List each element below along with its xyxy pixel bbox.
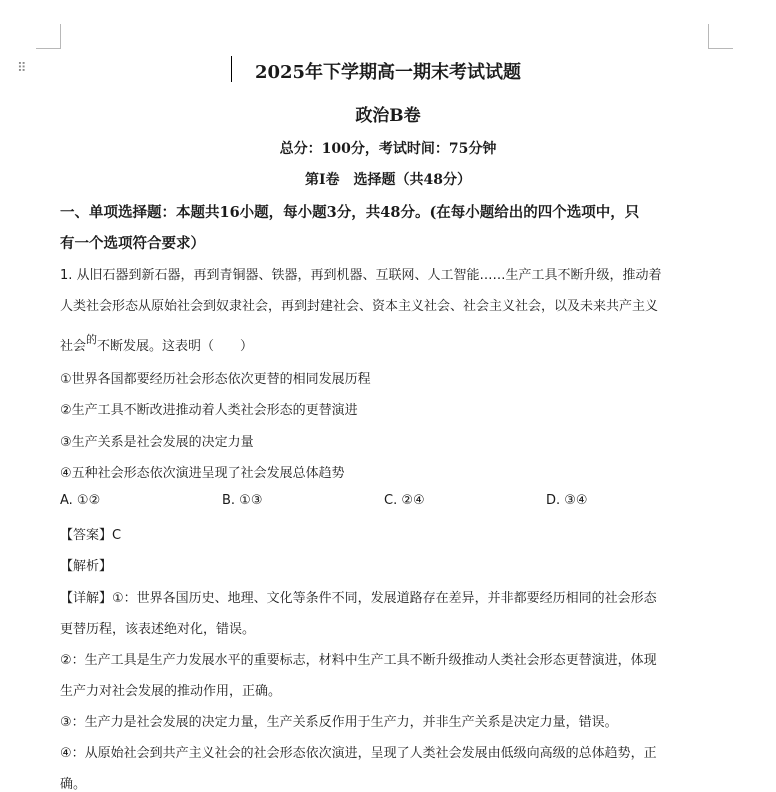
answer-line: 【答案】C [60,528,122,543]
exam-meta: 总分：100分，考试时间：75分钟 [279,141,497,157]
option-a: A. ①② [60,493,101,508]
analysis-line-7: 确。 [60,777,87,792]
part-heading: 第Ⅰ卷 选择题（共48分） [304,172,472,188]
analysis-line-4: 生产力对社会发展的推动作用，正确。 [60,684,282,699]
option-b: B. ①③ [222,493,263,508]
exam-title: 2025年下学期高一期末考试试题 [254,62,522,83]
drag-handle-icon[interactable]: ⠿ [17,61,26,76]
question-stem-line-3 [60,335,253,354]
stem-text-end: 不断发展。这表明（ ） [97,339,254,354]
page-corner-mark-top-left [36,24,61,49]
analysis-line-6: ④：从原始社会到共产主义社会的社会形态依次演进，呈现了人类社会发展由低级向高级的总体趋势，正 [60,746,657,761]
exam-subtitle: 政治B卷 [355,106,421,126]
page-corner-mark-top-right [708,24,733,49]
statement-4: ④五种社会形态依次演进呈现了社会发展总体趋势 [60,466,345,481]
section-heading-line-1: 一、单项选择题：本题共16小题，每小题3分，共48分。(在每小题给出的四个选项中，只 [60,204,640,221]
question-stem-line-1: 1. 从旧石器到新石器，再到青铜器、铁器，再到机器、互联网、人工智能……生产工具不断升级，推动着 [60,268,662,283]
statement-1: ①世界各国都要经历社会形态依次更替的相同发展历程 [60,372,371,387]
analysis-line-2: 更替历程，该表述绝对化，错误。 [60,622,256,637]
question-stem-line-2: 人类社会形态从原始社会到奴隶社会，再到封建社会、资本主义社会、社会主义社会，以及未来共产主义 [60,299,659,314]
option-d: D. ③④ [546,493,588,508]
statement-2: ②生产工具不断改进推动着人类社会形态的更替演进 [60,403,358,418]
section-heading-line-2: 有一个选项符合要求） [60,235,205,252]
analysis-label: 【解析】 [60,559,113,574]
stem-superscript: 的 [86,333,98,346]
statement-3: ③生产关系是社会发展的决定力量 [60,435,254,450]
analysis-line-5: ③：生产力是社会发展的决定力量，生产关系反作用于生产力，并非生产关系是决定力量，错误。 [60,715,618,730]
stem-text: 社会 [60,339,87,354]
analysis-line-1: 【详解】①：世界各国历史、地理、文化等条件不同，发展道路存在差异，并非都要经历相同的社会形态 [60,591,657,606]
analysis-line-3: ②：生产工具是生产力发展水平的重要标志，材料中生产工具不断升级推动人类社会形态更替演进，体现 [60,653,657,668]
option-c: C. ②④ [384,493,425,508]
